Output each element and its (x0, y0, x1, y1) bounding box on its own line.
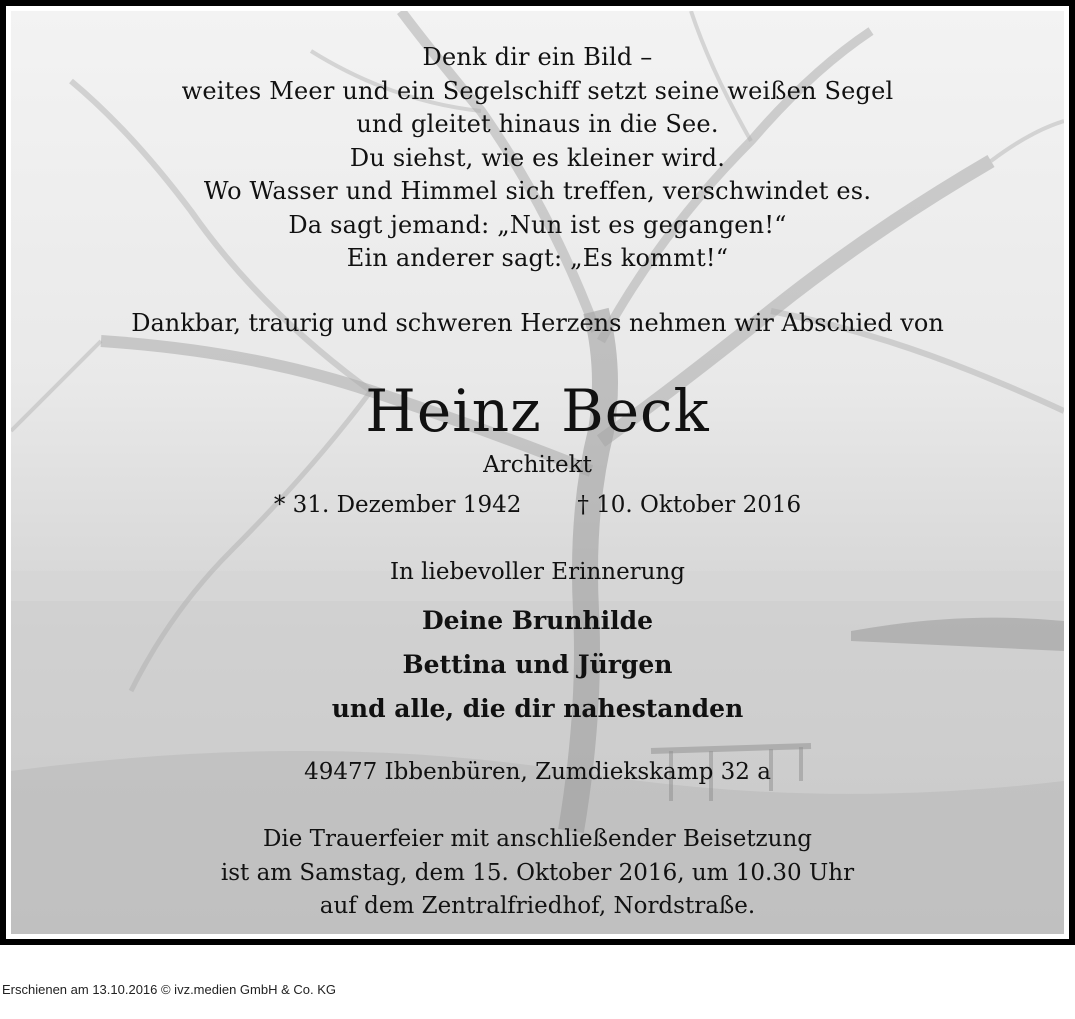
poem-line: Wo Wasser und Himmel sich treffen, verschwindet es. (203, 177, 872, 205)
life-dates (11, 492, 1064, 518)
poem-line: Da sagt jemand: „Nun ist es gegangen!“ (288, 210, 787, 239)
funeral-line: Die Trauerfeier mit anschließender Beisetzung (262, 826, 813, 852)
poem-line: Ein anderer sagt: „Es kommt!“ (346, 244, 729, 272)
publication-footer: Erschienen am 13.10.2016 © ivz.medien GmbH & Co. KG (2, 982, 337, 997)
mourner-line: Deine Brunhilde (421, 606, 654, 635)
funeral-line: auf dem Zentralfriedhof, Nordstraße. (319, 893, 756, 919)
birth-date: * 31. Dezember 1942 (273, 492, 522, 518)
intro-text: Dankbar, traurig und schweren Herzens nehmen wir Abschied von (131, 309, 944, 337)
profession: Architekt (483, 452, 592, 478)
poem (11, 41, 1064, 276)
background-photo-tree-lake (11, 11, 1064, 934)
ad-white-rule (6, 6, 1069, 939)
memory-line: In liebevoller Erinnerung (389, 559, 686, 585)
funeral-line: ist am Samstag, dem 15. Oktober 2016, um 10.30 Uhr (220, 859, 855, 886)
family-mourners (11, 599, 1064, 731)
poem-line: Du siehst, wie es kleiner wird. (349, 143, 726, 172)
mourner-line: und alle, die dir nahestanden (331, 694, 744, 723)
mourner-line: Bettina und Jürgen (402, 650, 673, 679)
poem-line: und gleitet hinaus in die See. (356, 110, 719, 138)
address: 49477 Ibbenbüren, Zumdiekskamp 32 a (304, 759, 771, 785)
poem-line: Denk dir ein Bild – (422, 43, 653, 71)
poem-line: weites Meer und ein Segelschiff setzt seine weißen Segel (181, 76, 894, 105)
funeral-info (11, 823, 1064, 924)
death-date: † 10. Oktober 2016 (577, 492, 802, 518)
deceased-name: Heinz Beck (365, 377, 710, 445)
